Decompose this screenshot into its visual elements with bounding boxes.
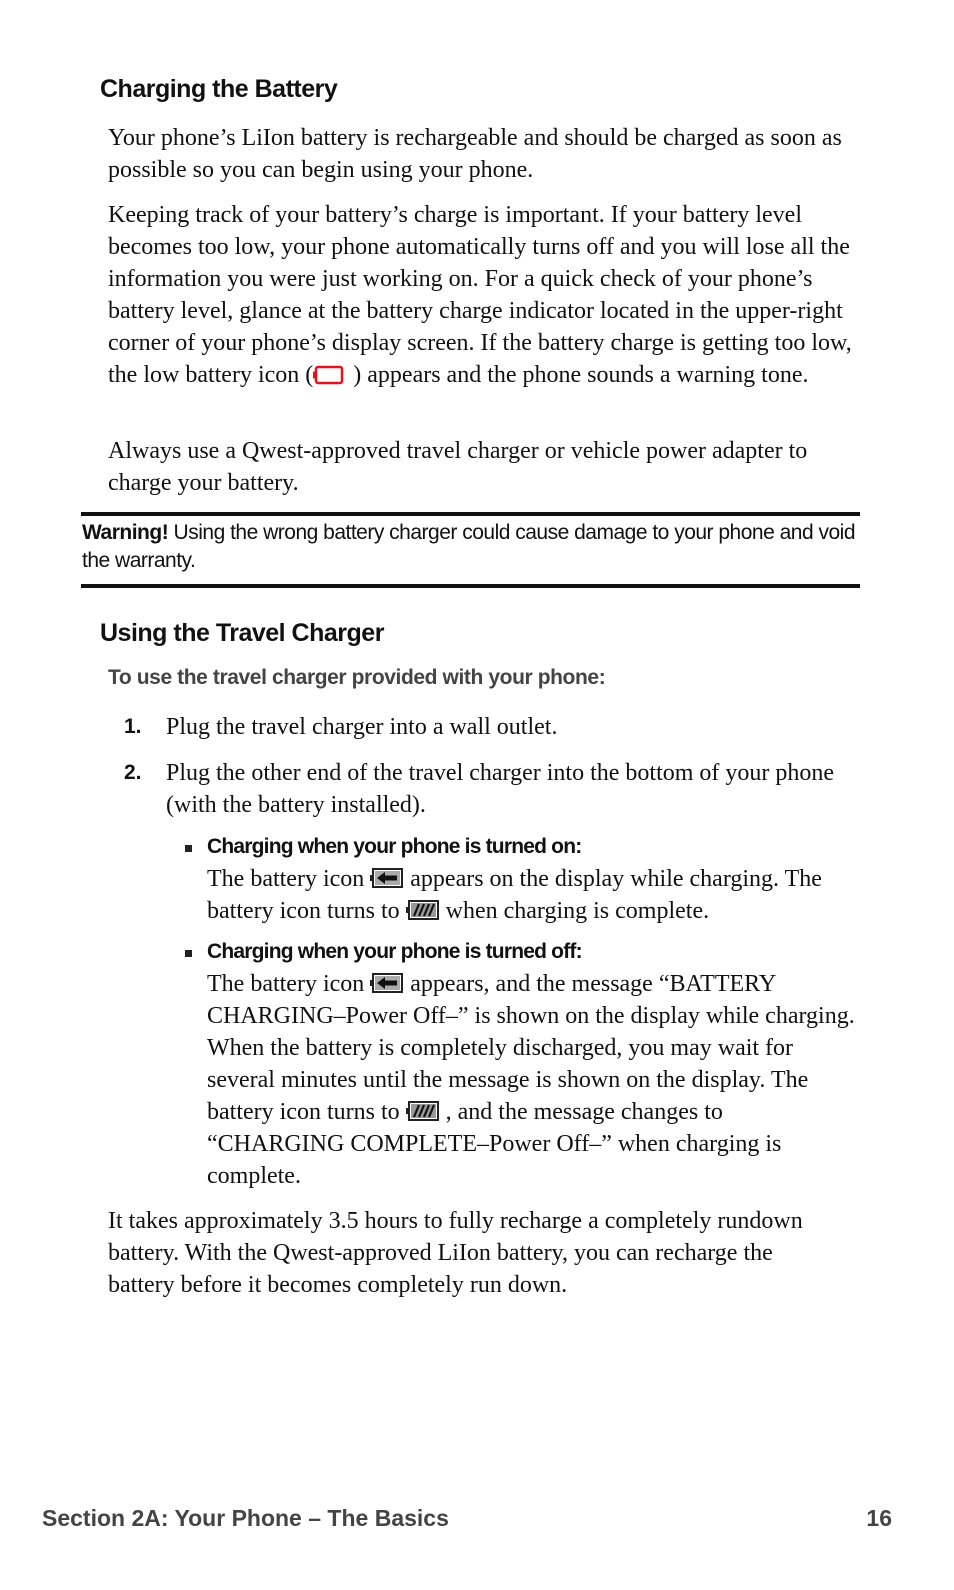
paragraph-text: Keeping track of your battery’s charge is important. If your battery level becomes too low, your phone automatically turns off and you will lose all the information you were just working on. For a quick check of your phone’s battery level, glance at the battery charge indicator located in the upper-right corner of your phone’s display screen. If the battery charge is getting too low, the low battery icon (: [108, 202, 852, 388]
footer-section-title: Section 2A: Your Phone – The Basics: [42, 1505, 449, 1531]
warning-label: Warning!: [82, 521, 169, 544]
paragraph-charger-advice: Always use a Qwest-approved travel charger or vehicle power adapter to charge your battery.: [108, 438, 808, 496]
bullet-text: [207, 863, 862, 927]
bullet-text-part: , and the message changes to “CHARGING COMPLETE–Power Off–” when charging is complete.: [207, 1099, 782, 1189]
footer-page-number: 16: [866, 1505, 892, 1531]
battery-charging-icon: [370, 971, 404, 995]
section-heading-travel-charger: Using the Travel Charger: [100, 619, 384, 647]
battery-full-icon: [406, 1099, 440, 1123]
battery-full-icon: [406, 898, 440, 922]
step-number: 1.: [124, 715, 142, 738]
paragraph-battery-intro: Your phone’s LiIon battery is rechargeable and should be charged as soon as possible so you can begin using your phone.: [108, 125, 842, 183]
step-text: Plug the travel charger into a wall outlet.: [166, 714, 558, 740]
warning-bottom-rule: [81, 584, 860, 588]
bullet-heading: Charging when your phone is turned on:: [207, 835, 582, 858]
bullet-text-part: appears, and the message “BATTERY CHARGING–Power Off–” is shown on the display while charging. When the battery is completely discharged, you may wait for several minutes until the message is shown on the display. The battery icon turns to: [207, 971, 855, 1125]
bullet-text: [207, 968, 862, 1192]
bullet-heading: Charging when your phone is turned off:: [207, 940, 582, 963]
paragraph-recharge-time: It takes approximately 3.5 hours to fully recharge a completely rundown battery. With the Qwest-approved LiIon battery, you can recharge the battery before it becomes completely run down.: [108, 1208, 803, 1298]
section-heading-charging-battery: Charging the Battery: [100, 75, 338, 103]
bullet-text-part: The battery icon: [207, 971, 371, 997]
procedure-intro: To use the travel charger provided with your phone:: [108, 666, 606, 689]
warning-note: [82, 519, 858, 575]
low-battery-icon: [313, 364, 347, 386]
paragraph-text: ) appears and the phone sounds a warning tone.: [347, 362, 809, 388]
bullet-text-part: The battery icon: [207, 866, 371, 892]
bullet-text-part: appears on the display while charging. The battery icon turns to: [207, 866, 822, 924]
warning-top-rule: [81, 512, 860, 516]
step-number: 2.: [124, 761, 142, 784]
step-text: Plug the other end of the travel charger into the bottom of your phone (with the battery installed).: [166, 760, 835, 818]
paragraph-battery-level: [108, 199, 868, 391]
warning-text: Using the wrong battery charger could cause damage to your phone and void the warranty.: [82, 521, 856, 572]
battery-charging-icon: [370, 866, 404, 890]
bullet-square-icon: [185, 845, 192, 852]
bullet-text-part: when charging is complete.: [439, 898, 710, 924]
bullet-square-icon: [185, 950, 192, 957]
